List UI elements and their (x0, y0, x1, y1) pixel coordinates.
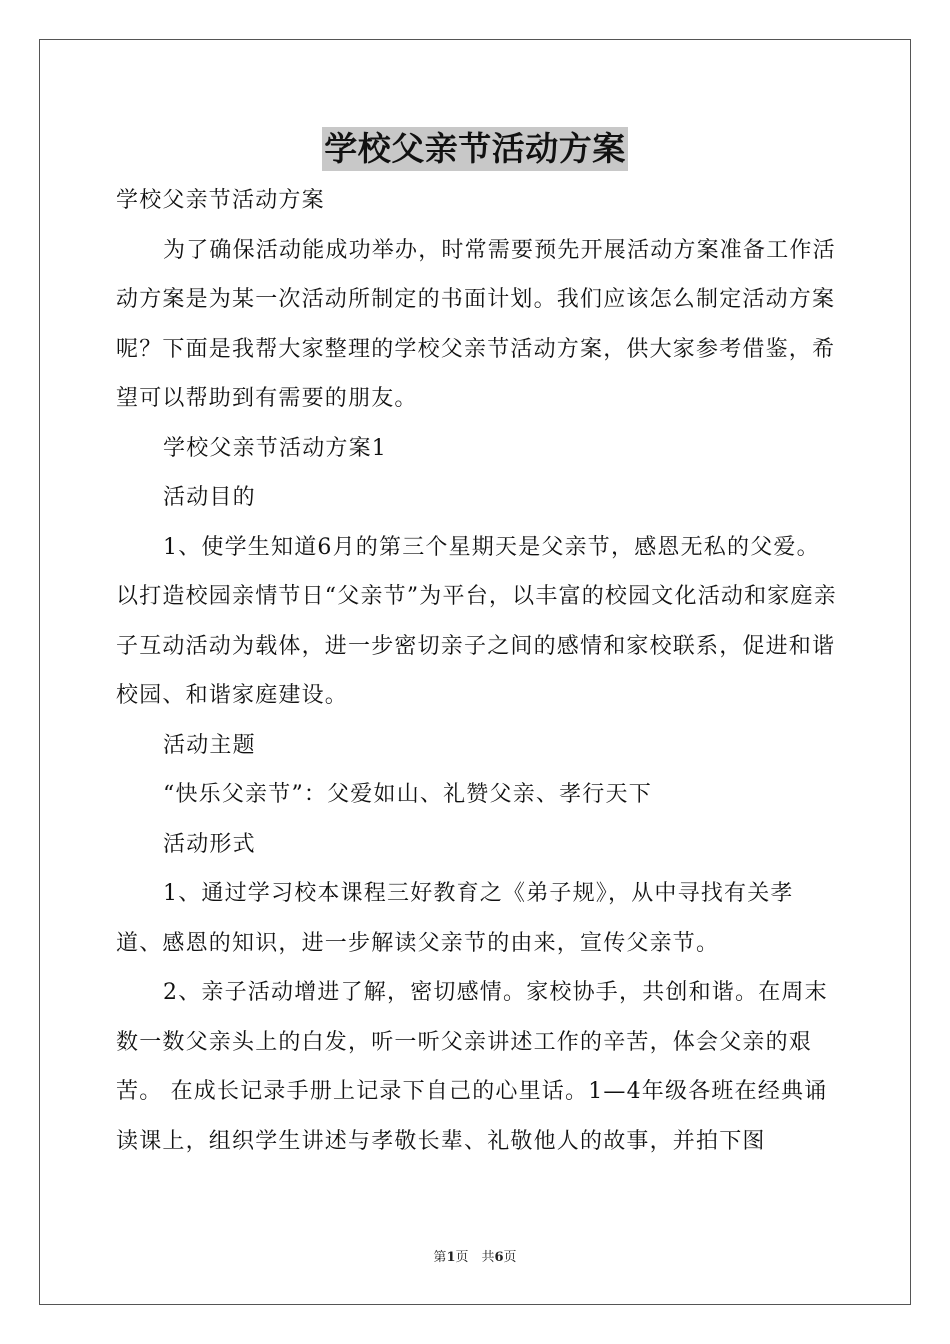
heading-activity-theme: 活动主题 (163, 732, 256, 758)
heading-activity-purpose: 活动目的 (163, 485, 256, 510)
title-container (0, 127, 950, 171)
heading-activity-form: 活动形式 (163, 831, 256, 857)
page-footer (0, 1246, 950, 1265)
footer-current-page: 1 (446, 1250, 456, 1265)
footer-total-pages: 6 (494, 1250, 504, 1265)
document-body (116, 176, 838, 1166)
form-item-2: 2、亲子活动增进了解，密切感情。家校协手，共创和谐。在周末数一数父亲头上的白发，听一听父亲讲述工作的辛苦，体会父亲的艰苦。 在成长记录手册上记录下自己的心里话。1—4年级各班在经典诵读课上，组织学生讲述与孝敬长辈、礼敬他人的故事，并拍下图 (116, 980, 828, 1154)
footer-prefix: 第 (433, 1250, 447, 1265)
form-item-1: 1、通过学习校本课程三好教育之《弟子规》，从中寻找有关孝道、感恩的知识，进一步解读父亲节的由来，宣传父亲节。 (116, 881, 794, 956)
section-heading-plan-1: 学校父亲节活动方案1 (163, 435, 387, 461)
subtitle-paragraph: 学校父亲节活动方案 (116, 188, 325, 213)
footer-mid: 页 共 (455, 1250, 495, 1265)
document-title: 学校父亲节活动方案 (322, 127, 628, 171)
intro-paragraph: 为了确保活动能成功举办，时常需要预先开展活动方案准备工作活动方案是为某一次活动所制定的书面计划。我们应该怎么制定活动方案呢？下面是我帮大家整理的学校父亲节活动方案，供大家参考借鉴，希望可以帮助到有需要的朋友。 (116, 237, 836, 411)
footer-suffix: 页 (503, 1250, 517, 1265)
purpose-paragraph: 1、使学生知道6月的第三个星期天是父亲节，感恩无私的父爱。以打造校园亲情节日“父亲节”为平台，以丰富的校园文化活动和家庭亲子互动活动为载体，进一步密切亲子之间的感情和家校联系，促进和谐校园、和谐家庭建设。 (116, 534, 837, 708)
theme-paragraph: “快乐父亲节”：父爱如山、礼赞父亲、孝行天下 (163, 782, 652, 807)
